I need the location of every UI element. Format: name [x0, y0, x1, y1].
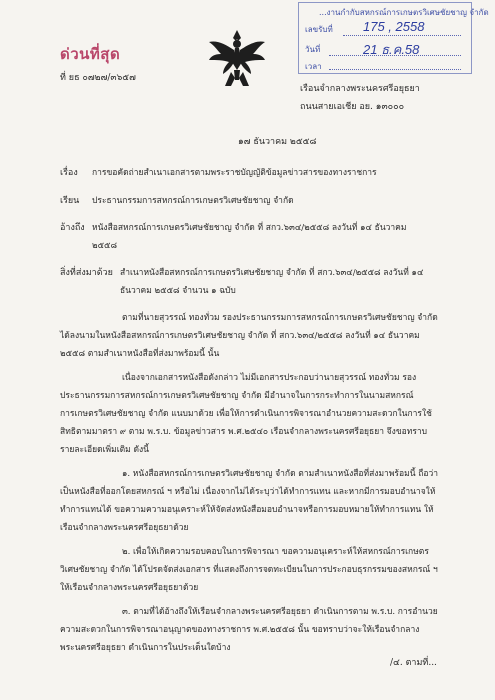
urgent-marking: ด่วนที่สุด [60, 45, 121, 63]
address-line-1: เรือนจำกลางพระนครศรีอยุธยา [300, 84, 420, 94]
body-line: ให้เรือนจำกลางพระนครศรีอยุธยาด้วย [60, 583, 199, 593]
reference-line-1: หนังสือสหกรณ์การเกษตรวิเศษชัยชาญ จำกัด ที่ สกว.๖๓๔/๒๕๕๘ ลงวันที่ ๑๔ ธันวาคม [92, 223, 407, 233]
stamp-no-label: เลขรับที่ [305, 25, 333, 34]
document-number: ที่ ยธ ๐๗๒๗/๓๖๕๗ [60, 73, 136, 83]
body-line: วิเศษชัยชาญ จำกัด ได้โปรดจัดส่งเอกสาร ที่แสดงถึงการจดทะเบียนในการประกอบธุรกรรมของสหกรณ์ ฯ [60, 565, 438, 575]
stamp-time-line [329, 69, 461, 70]
stamp-title: ...งานกำกับสหกรณ์การเกษตรวิเศษชัยชาญ จำกัด [319, 8, 489, 17]
reference-label: อ้างถึง [60, 223, 85, 233]
stamp-date-label: วันที่ [305, 45, 321, 54]
body-line: การเกษตรวิเศษชัยชาญ จำกัด แนบมาด้วย เพื่อให้การดำเนินการพิจารณาอำนวยความสะดวกในการใช้ [60, 409, 432, 419]
stamp-no-value: 175 , 2558 [363, 19, 425, 34]
body-line: สิทธิตามมาตรา ๙ ตาม พ.ร.บ. ข้อมูลข่าวสาร พ.ศ.๒๕๔๐ เรือนจำกลางพระนครศรีอยุธยา จึงขอทราบ [60, 427, 428, 437]
garuda-emblem-icon [205, 28, 269, 92]
subject-text: การขอคัดถ่ายสำเนาเอกสารตามพระราชบัญญัติข้อมูลข่าวสารของทางราชการ [92, 168, 377, 178]
body-line: รายละเอียดเพิ่มเติม ดังนี้ [60, 445, 149, 455]
to-label: เรียน [60, 196, 80, 206]
receipt-stamp [298, 2, 489, 74]
sender-address [300, 80, 420, 116]
stamp-time-label: เวลา [305, 62, 322, 71]
letter-date: ๑๗ ธันวาคม ๒๕๕๘ [238, 137, 317, 147]
body-line: พระนครศรีอยุธยา ดำเนินการในประเด็นใดบ้าง [60, 643, 231, 653]
body-line: ๒. เพื่อให้เกิดความรอบคอบในการพิจารณา ขอความอนุเคราะห์ให้สหกรณ์การเกษตร [122, 547, 429, 557]
body-line: ๓. ตามที่ได้อ้างถึงให้เรือนจำกลางพระนครศรีอยุธยา ดำเนินการตาม พ.ร.บ. การอำนวย [122, 607, 438, 617]
continuation-marker: /๔. ตามที่... [390, 658, 437, 668]
reference-line-2: ๒๕๕๘ [92, 241, 118, 251]
stamp-no-line [343, 35, 461, 36]
address-line-2: ถนนสายเอเชีย อย. ๑๓๐๐๐ [300, 102, 405, 112]
body-line: เป็นหนังสือที่ออกโดยสหกรณ์ ฯ หรือไม่ เนื่องจากไม่ได้ระบุว่าได้ทำการแทน และหากมีการมอบอำนาจให้ [60, 487, 436, 497]
body-line: เรือนจำกลางพระนครศรีอยุธยาด้วย [60, 523, 189, 533]
body-line: ได้ลงนามในหนังสือสหกรณ์การเกษตรวิเศษชัยชาญ จำกัด ที่ สกว.๖๓๔/๒๕๕๘ ลงวันที่ ๑๔ ธันวาคม [60, 331, 420, 341]
stamp-date-value: 21 ธ.ค.58 [363, 42, 420, 57]
enclosure-label: สิ่งที่ส่งมาด้วย [60, 268, 113, 278]
to-text: ประธานกรรมการสหกรณ์การเกษตรวิเศษชัยชาญ จำกัด [92, 196, 294, 206]
body-line: ๑. หนังสือสหกรณ์การเกษตรวิเศษชัยชาญ จำกัด ตามสำเนาหนังสือที่ส่งมาพร้อมนี้ ถือว่า [122, 469, 439, 479]
body-line: ความสะดวกในการพิจารณาอนุญาตของทางราชการ พ.ศ.๒๕๕๘ นั้น ขอทราบว่าจะให้เรือนจำกลาง [60, 625, 420, 635]
subject-label: เรื่อง [60, 168, 78, 178]
enclosure-line-1: สำเนาหนังสือสหกรณ์การเกษตรวิเศษชัยชาญ จำกัด ที่ สกว.๖๓๔/๒๕๕๘ ลงวันที่ ๑๔ [120, 268, 424, 278]
enclosure-line-2: ธันวาคม ๒๕๕๘ จำนวน ๑ ฉบับ [120, 286, 236, 296]
body-line: ตามที่นายสุวรรณ์ ทองทั่วม รองประธานกรรมการสหกรณ์การเกษตรวิเศษชัยชาญ จำกัด [122, 313, 438, 323]
body-line: ๒๕๕๘ ตามสำเนาหนังสือที่ส่งมาพร้อมนี้ นั้น [60, 349, 220, 359]
body-line: ประธานกรรมการสหกรณ์การเกษตรวิเศษชัยชาญ จำกัด มีอำนาจในการกระทำการในนามสหกรณ์ [60, 391, 414, 401]
body-line: ทำการแทนได้ ขอความความอนุเคราะห์ให้จัดส่งหนังสือมอบอำนาจหรือการมอบหมายให้ทำการแทน ให้ [60, 505, 434, 515]
body-line: เนื่องจากเอกสารหนังสือดังกล่าว ไม่มีเอกสารประกอบว่านายสุวรรณ์ ทองทั่วม รอง [122, 373, 417, 383]
